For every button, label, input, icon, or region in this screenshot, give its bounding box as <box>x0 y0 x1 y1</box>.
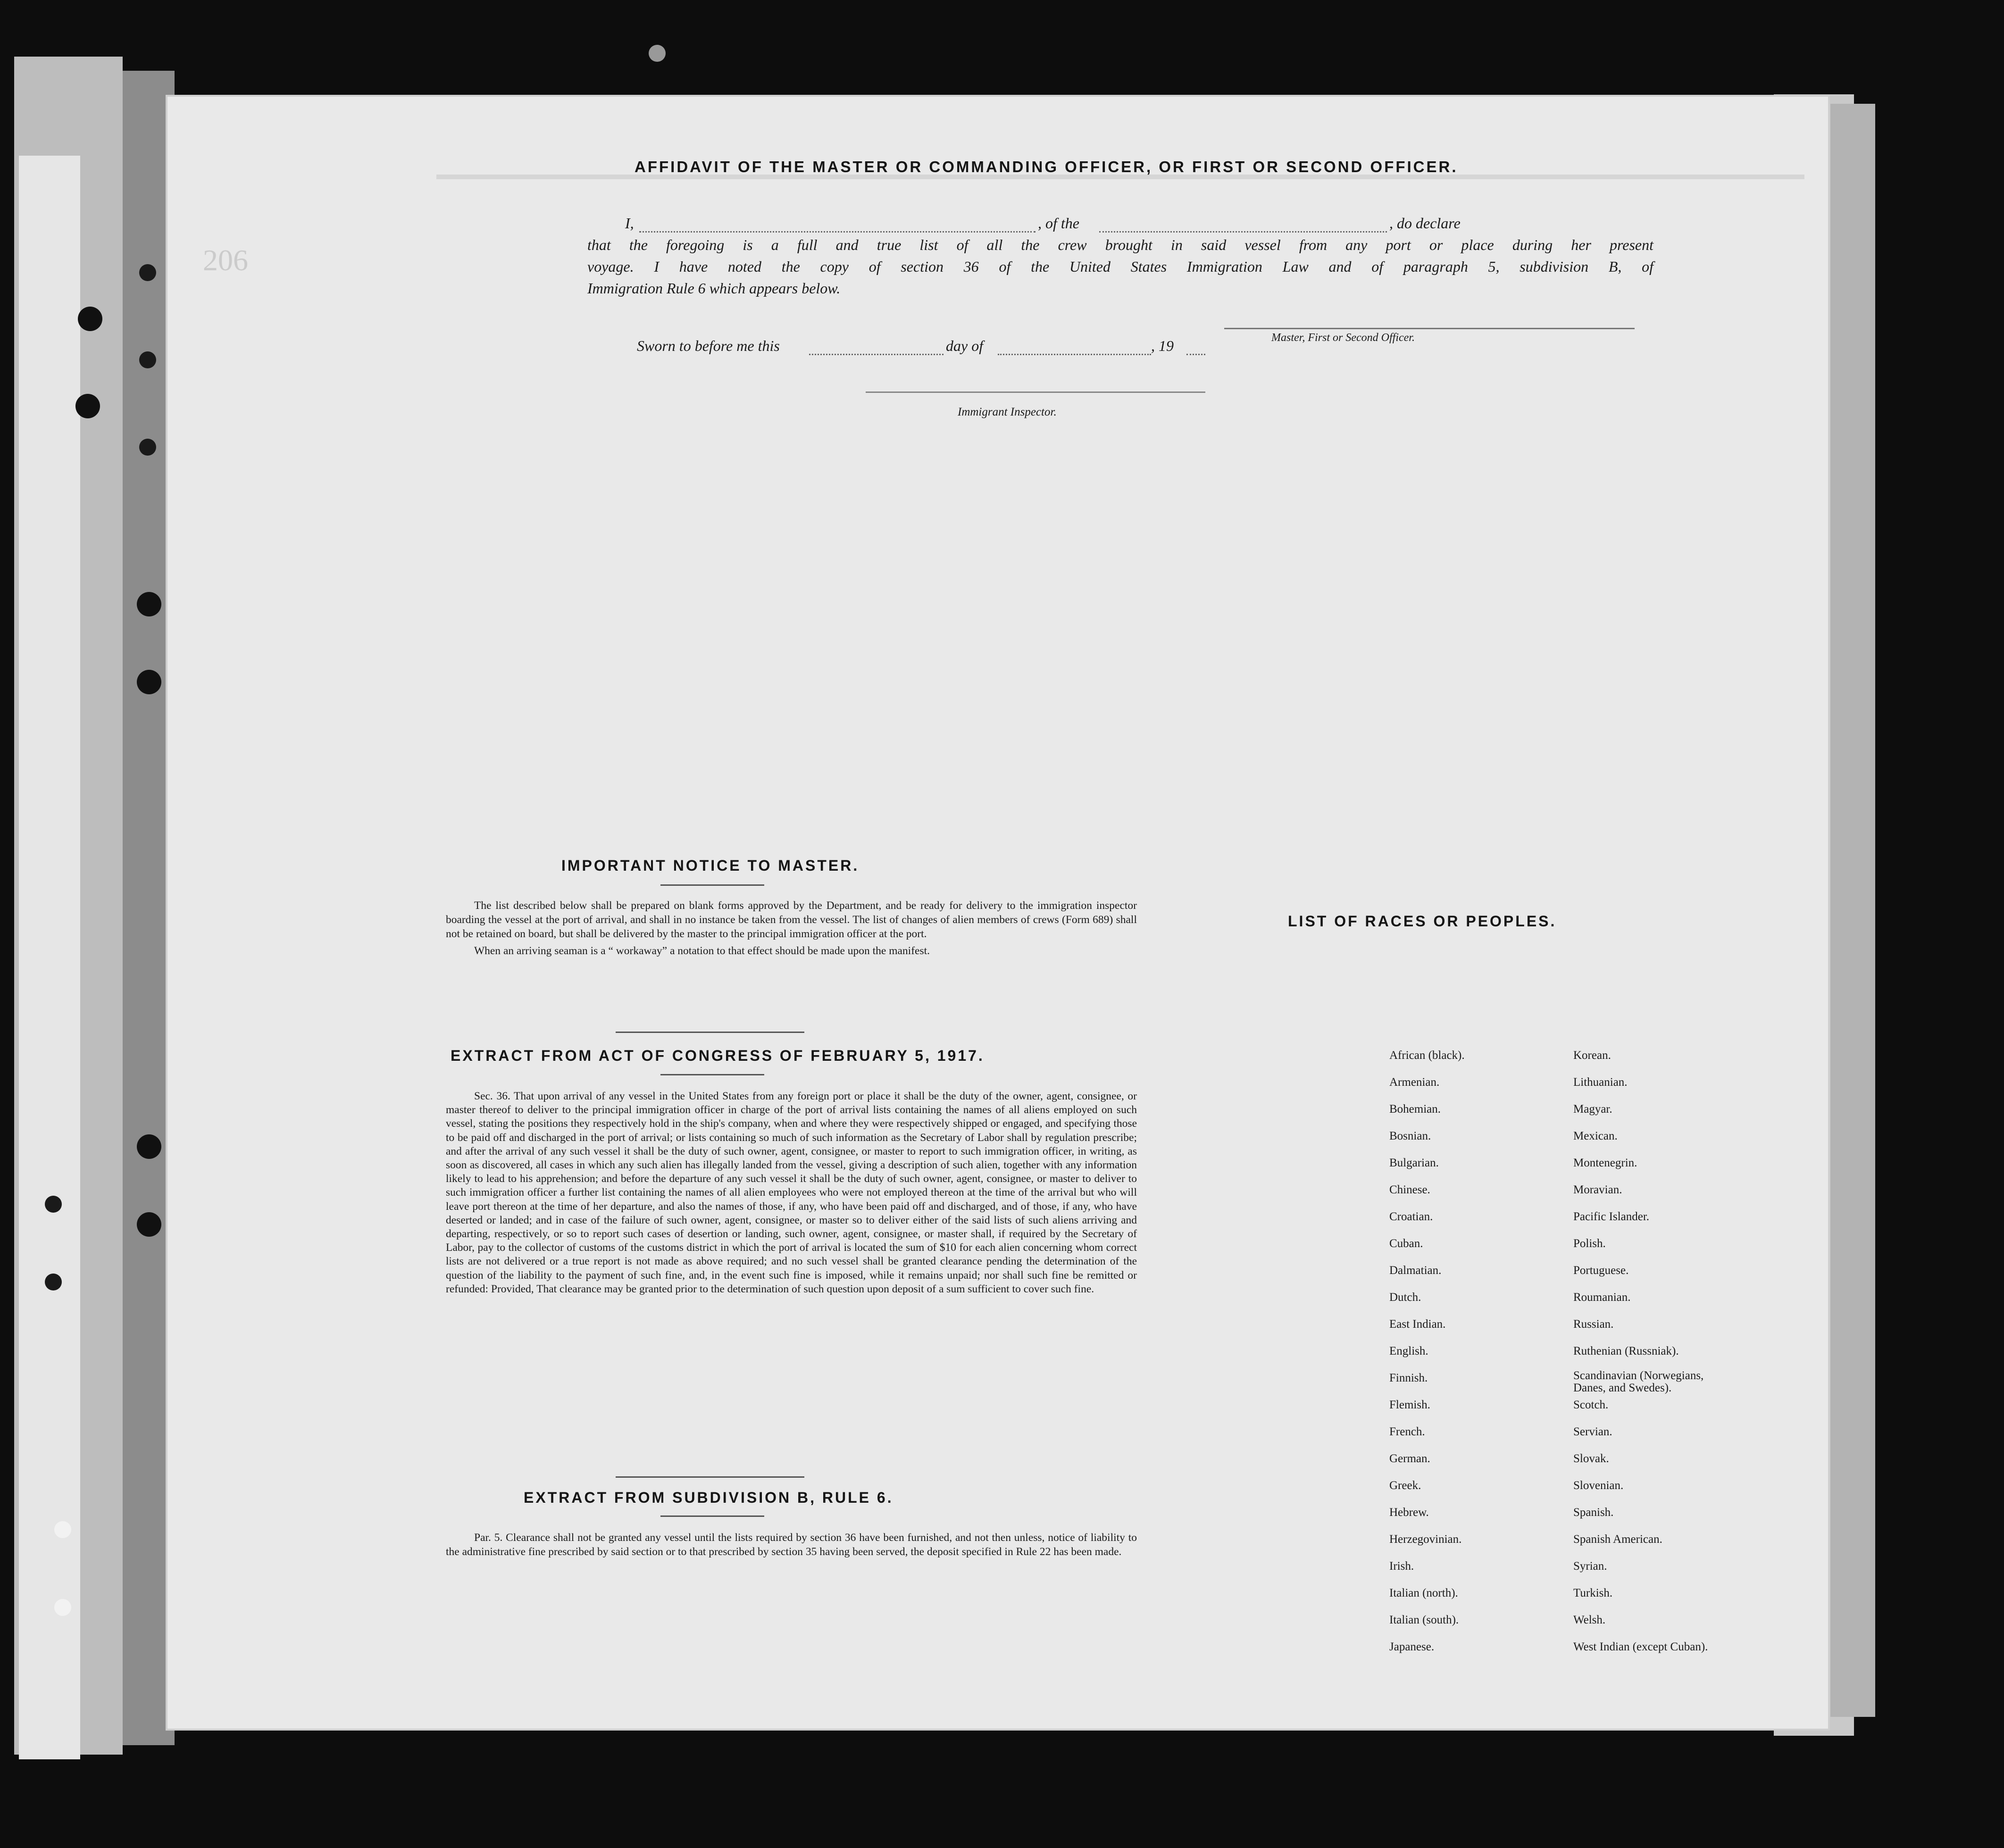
race-item: East Indian. <box>1389 1318 1446 1331</box>
underlying-sheet-left-light <box>19 156 80 1759</box>
inspector-label: Immigrant Inspector. <box>958 406 1057 418</box>
race-item: French. <box>1389 1425 1425 1438</box>
race-item: Armenian. <box>1389 1076 1440 1089</box>
race-item: Pacific Islander. <box>1573 1210 1650 1223</box>
race-item: Italian (south). <box>1389 1614 1459 1626</box>
punch-hole <box>54 1521 71 1538</box>
race-item: Cuban. <box>1389 1237 1423 1250</box>
race-item: Spanish. <box>1573 1506 1614 1519</box>
race-item: Scandinavian (Norwegians, Danes, and Swedes). <box>1573 1369 1704 1394</box>
sworn-label: Sworn to before me this <box>637 337 780 354</box>
punch-hole <box>139 351 156 368</box>
race-item: Bohemian. <box>1389 1103 1441 1115</box>
affidavit-do-declare: , do declare <box>1389 215 1461 232</box>
race-item: Japanese. <box>1389 1640 1435 1653</box>
race-item: English. <box>1389 1345 1428 1357</box>
race-item: Lithuanian. <box>1573 1076 1628 1089</box>
race-item: Italian (north). <box>1389 1587 1458 1599</box>
race-item: Bosnian. <box>1389 1130 1431 1142</box>
notice-heading: IMPORTANT NOTICE TO MASTER. <box>561 857 860 874</box>
punch-hole <box>137 670 161 694</box>
affidavit-of-the: , of the <box>1038 215 1079 232</box>
underlying-sheet-left-dark <box>123 71 175 1745</box>
race-item: Scotch. <box>1573 1398 1609 1411</box>
punch-hole <box>45 1274 62 1290</box>
rule-top-rule <box>616 1476 804 1478</box>
name-line <box>639 231 1035 233</box>
race-item: Greek. <box>1389 1479 1421 1492</box>
bleed-through-title <box>436 175 1804 198</box>
affidavit-line-3: voyage. I have noted the copy of section 36 of the United States Immigration Law and of paragraph 5, subdivision B, of <box>587 258 1653 275</box>
race-item: Ruthenian (Russniak). <box>1573 1345 1679 1357</box>
race-item: Polish. <box>1573 1237 1606 1250</box>
race-item: Bulgarian. <box>1389 1157 1439 1169</box>
punch-hole <box>139 264 156 281</box>
sworn-day-line <box>809 354 944 355</box>
race-item: Roumanian. <box>1573 1291 1631 1304</box>
inspector-signature-line <box>866 391 1205 393</box>
underlying-sheet-right-edge <box>1830 104 1875 1717</box>
race-item: Syrian. <box>1573 1560 1607 1573</box>
vessel-line <box>1099 231 1387 233</box>
notice-paragraph-2: When an arriving seaman is a “ workaway” a notation to that effect should be made upon the manifest. <box>474 945 930 957</box>
race-item: Turkish. <box>1573 1587 1613 1599</box>
page-number-ghost: 206 <box>203 243 248 277</box>
master-signature-line <box>1224 328 1635 329</box>
race-item: Korean. <box>1573 1049 1611 1062</box>
rule-rule <box>660 1515 764 1517</box>
act-rule <box>660 1074 764 1075</box>
affidavit-line-2: that the foregoing is a full and true list of all the crew brought in said vessel from any port or place during her present <box>587 236 1653 253</box>
race-item: Portuguese. <box>1573 1264 1629 1277</box>
punch-hole <box>137 1134 161 1159</box>
race-item: Finnish. <box>1389 1372 1428 1384</box>
race-item: Russian. <box>1573 1318 1614 1331</box>
act-heading: EXTRACT FROM ACT OF CONGRESS OF FEBRUARY 5, 1917. <box>451 1047 985 1064</box>
race-item: Spanish American. <box>1573 1533 1662 1546</box>
race-item: Magyar. <box>1573 1103 1612 1115</box>
affidavit-i-label: I, <box>625 215 634 232</box>
punch-hole <box>78 307 102 331</box>
race-item: Slovenian. <box>1573 1479 1624 1492</box>
race-item: Mexican. <box>1573 1130 1618 1142</box>
punch-hole <box>75 394 100 418</box>
race-item: West Indian (except Cuban). <box>1573 1640 1708 1653</box>
punch-hole <box>45 1196 62 1213</box>
races-column-left <box>1389 1042 1569 1661</box>
rule-paragraph-5: Par. 5. Clearance shall not be granted any vessel until the lists required by section 36 have been furnished, and not then unless, notice of liability to the administrative fine prescribed by said section or to that prescribed by section 35 having been served, the deposit specified in Rule 22 has been made. <box>446 1532 1137 1558</box>
race-item: Irish. <box>1389 1560 1414 1573</box>
race-item: Hebrew. <box>1389 1506 1429 1519</box>
race-item: Welsh. <box>1573 1614 1606 1626</box>
notice-paragraph-1: The list described below shall be prepared on blank forms approved by the Department, and be ready for delivery to the immigration inspector boarding the vessel at the port of arrival, and shall in no instance be taken from the vessel. The list of changes of alien members of crews (Form 689) shall not be retained on board, but shall be delivered by the master to the principal immigration officer at the port. <box>446 899 1137 940</box>
master-label: Master, First or Second Officer. <box>1271 332 1415 344</box>
act-section-36: Sec. 36. That upon arrival of any vessel in the United States from any foreign port or place it shall be the duty of the owner, agent, consignee, or master thereof to deliver to the principal immigration officer in charge of the port of arrival lists containing the names of all aliens employed on such vessel, stating the positions they respectively hold in the ship's company, when and where they were respectively shipped or engaged, and specifying those to be paid off and discharged in the port of arrival; or lists containing so much of such information as the Secretary of Labor shall by regulation prescribe; and after the arrival of any such vessel it shall be the duty of such owner, agent, consignee, or master to report to such immigration officer, in writing, as soon as discovered, all cases in which any such alien has illegally landed from the vessel, giving a description of such alien, together with any information likely to lead to his apprehension; and before the departure of any such vessel it shall be the duty of such owner, agent, consignee, or master to deliver to such immigration officer a further list containing the names of all alien employees who were not employed thereon at the time of the arrival but who will leave port thereon at the time of her departure, and also the names of those, if any, who have been paid off and discharged, and of those, if any, who have deserted or landed; and in case of the failure of such owner, agent, consignee, or master so to deliver either of the said lists of such aliens arriving and departing, respectively, or so to report such cases of desertion or landing, such owner, agent, consignee, or master shall, if required by the Secretary of Labor, pay to the collector of customs of the customs district in which the port of arrival is located the sum of $10 for each alien concerning whom correct lists are not delivered or a true report is not made as above required; and no such vessel shall be granted clearance pending the determination of the question of the liability to the payment of such fine, and, in the event such fine is imposed, while it remains unpaid; nor shall such fine be remitted or refunded: Provided, That clearance may be granted prior to the determination of such question upon deposit of a sum sufficient to cover such fine. <box>446 1090 1137 1295</box>
race-item: German. <box>1389 1452 1430 1465</box>
sworn-year-line <box>1186 354 1205 355</box>
notice-end-rule <box>616 1032 804 1033</box>
sworn-month-line <box>998 354 1151 355</box>
race-item: Herzegovinian. <box>1389 1533 1462 1546</box>
race-item: Chinese. <box>1389 1183 1430 1196</box>
manifest-back-page <box>167 97 1828 1729</box>
notice-rule <box>660 884 764 886</box>
race-item: Dalmatian. <box>1389 1264 1442 1277</box>
punch-hole <box>649 45 666 62</box>
rule-body <box>446 1531 1137 1559</box>
race-item: Flemish. <box>1389 1398 1430 1411</box>
act-body <box>446 1090 1137 1296</box>
races-column-right <box>1573 1042 1753 1661</box>
race-item: Dutch. <box>1389 1291 1421 1304</box>
rule-heading: EXTRACT FROM SUBDIVISION B, RULE 6. <box>524 1489 893 1506</box>
punch-hole <box>137 1212 161 1237</box>
race-item: African (black). <box>1389 1049 1465 1062</box>
notice-body <box>446 899 1137 958</box>
punch-hole <box>139 439 156 456</box>
affidavit-heading: AFFIDAVIT OF THE MASTER OR COMMANDING OFFICER, OR FIRST OR SECOND OFFICER. <box>635 158 1458 175</box>
race-item: Croatian. <box>1389 1210 1433 1223</box>
punch-hole <box>54 1599 71 1616</box>
affidavit-line-4: Immigration Rule 6 which appears below. <box>587 280 841 297</box>
race-item: Servian. <box>1573 1425 1612 1438</box>
year-label: , 19 <box>1151 337 1174 354</box>
punch-hole <box>137 592 161 616</box>
races-heading: LIST OF RACES OR PEOPLES. <box>1288 913 1557 930</box>
race-item: Moravian. <box>1573 1183 1622 1196</box>
race-item: Montenegrin. <box>1573 1157 1637 1169</box>
race-item: Slovak. <box>1573 1452 1609 1465</box>
day-of-label: day of <box>946 337 984 354</box>
